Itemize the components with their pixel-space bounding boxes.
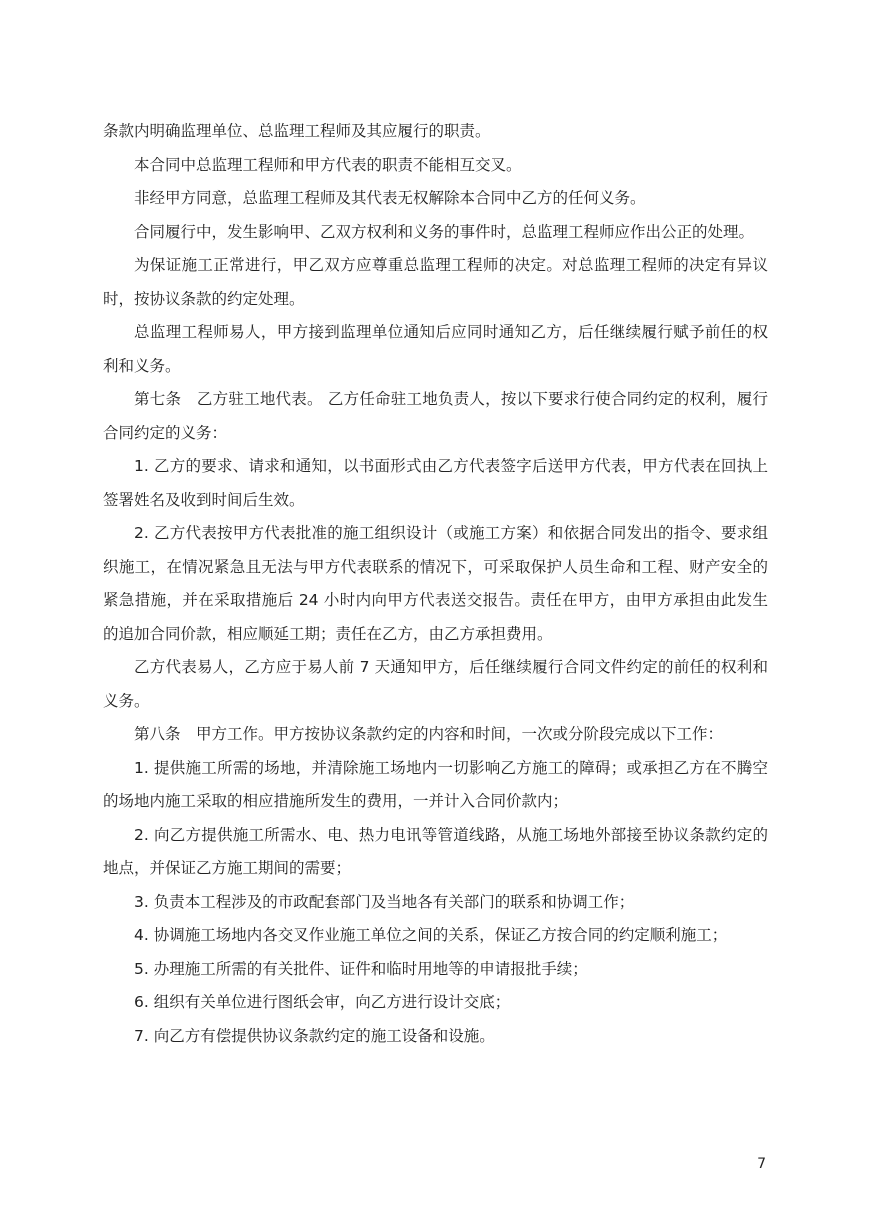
document-body (103, 115, 768, 1053)
paragraph: 本合同中总监理工程师和甲方代表的职责不能相互交叉。 (134, 155, 522, 174)
page-number: 7 (757, 1156, 766, 1172)
paragraph: 非经甲方同意，总监理工程师及其代表无权解除本合同中乙方的任何义务。 (134, 189, 646, 207)
paragraph-continuation: 条款内明确监理单位、总监理工程师及其应履行的职责。 (103, 122, 491, 140)
list-item: 3. 负责本工程涉及的市政配套部门及当地各有关部门的联系和协调工作； (134, 892, 635, 911)
list-item: 4. 协调施工场地内各交叉作业施工单位之间的关系，保证乙方按合同的约定顺利施工； (134, 926, 728, 944)
list-item: 2. 向乙方提供施工所需水、电、热力电讯等管道线路，从施工场地外部接至协议条款约定的地点，并保证乙方施工期间的需要； (103, 825, 768, 877)
paragraph: 为保证施工正常进行，甲乙双方应尊重总监理工程师的决定。对总监理工程师的决定有异议时，按协议条款的约定处理。 (103, 256, 768, 308)
paragraph: 合同履行中，发生影响甲、乙双方权利和义务的事件时，总监理工程师应作出公正的处理。 (134, 222, 755, 241)
list-item: 1. 乙方的要求、请求和通知，以书面形式由乙方代表签字后送甲方代表，甲方代表在回执上签署姓名及收到时间后生效。 (103, 457, 768, 509)
list-item: 5. 办理施工所需的有关批件、证件和临时用地等的申请报批手续； (134, 959, 588, 978)
list-item: 6. 组织有关单位进行图纸会审，向乙方进行设计交底； (134, 993, 511, 1011)
article-eight-heading: 第八条 甲方工作。甲方按协议条款约定的内容和时间，一次或分阶段完成以下工作： (134, 725, 724, 743)
list-item: 7. 向乙方有偿提供协议条款约定的施工设备和设施。 (134, 1026, 495, 1045)
list-item: 1. 提供施工所需的场地，并清除施工场地内一切影响乙方施工的障碍；或承担乙方在不腾空的场地内施工采取的相应措施所发生的费用，一并计入合同价款内； (103, 758, 768, 810)
paragraph: 乙方代表易人，乙方应于易人前 7 天通知甲方，后任继续履行合同文件约定的前任的权利和义务。 (103, 658, 768, 710)
article-seven-heading: 第七条 乙方驻工地代表。 乙方任命驻工地负责人，按以下要求行使合同约定的权利，履行合同约定的义务： (103, 390, 768, 442)
list-item: 2. 乙方代表按甲方代表批准的施工组织设计（或施工方案）和依据合同发出的指令、要求组织施工，在情况紧急且无法与甲方代表联系的情况下，可采取保护人员生命和工程、财产安全的紧急措施，并在采取措施后 24 小时内向甲方代表送交报告。责任在甲方，由甲方承担由此发生的追加合同价款，相应顺延工期；责任在乙方，由乙方承担费用。 (103, 524, 768, 643)
paragraph: 总监理工程师易人，甲方接到监理单位通知后应同时通知乙方，后任继续履行赋予前任的权利和义务。 (103, 323, 768, 375)
